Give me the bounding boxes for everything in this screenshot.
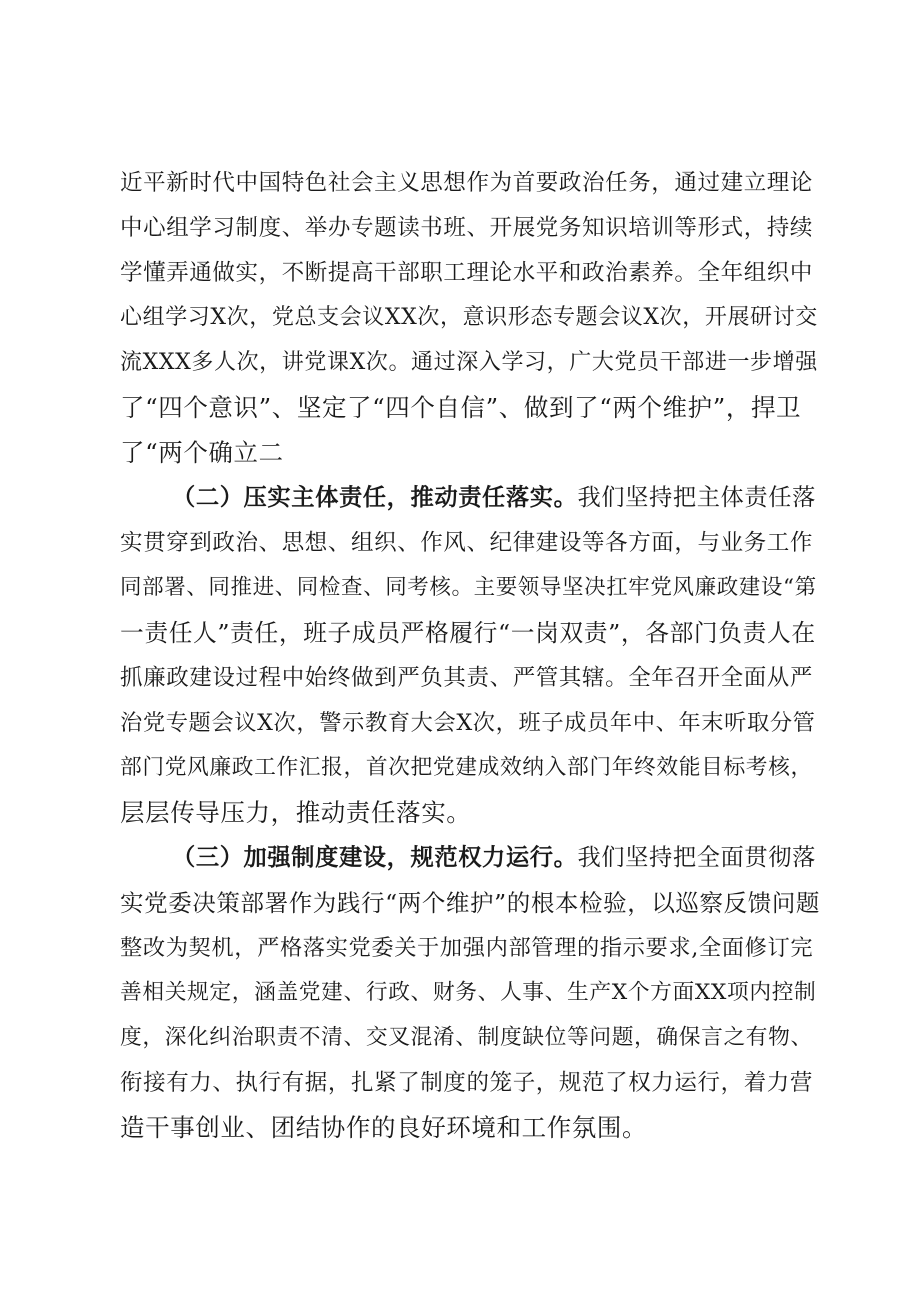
paragraph1-line: 学懂弄通做实，不断提高干部职工理论水平和政治素养。全年组织中 xyxy=(120,260,814,286)
paragraph2-line: 实贯穿到政治、思想、组织、作风、纪律建设等各方面，与业务工作 xyxy=(120,530,814,556)
paragraph1-line: 了“四个意识”、坚定了“四个自信”、做到了“两个维护”，捍卫 xyxy=(120,393,802,422)
paragraph1-line: 了“两个确立二 xyxy=(120,438,284,467)
paragraph2-line: 同部署、同推进、同检查、同考核。主要领导坚决扛牢党风廉政建设“第 xyxy=(120,575,817,600)
paragraph3-line: 度，深化纠治职责不清、交叉混淆、制度缺位等问题，确保言之有物、 xyxy=(120,1025,813,1050)
paragraph2-heading: （二）压实主体责任，推动责任落实。 xyxy=(172,484,578,511)
paragraph1-line: 近平新时代中国特色社会主义思想作为首要政治任务，通过建立理论 xyxy=(120,170,814,196)
paragraph2-line: 一责任人”责任，班子成员严格履行“一岗双责”，各部门负责人在 xyxy=(120,619,816,647)
paragraph3-line: 造干事创业、团结协作的良好环境和工作氛围。 xyxy=(120,1113,648,1142)
paragraph3-line: 善相关规定，涵盖党建、行政、财务、人事、生产X个方面XX项内控制 xyxy=(120,980,817,1005)
paragraph2-line: 部门党风廉政工作汇报，首次把党建成效纳入部门年终效能目标考核， xyxy=(120,755,813,780)
paragraph3-first-line-text: 我们坚持把全面贯彻落 xyxy=(577,844,816,871)
paragraph2-line: 层层传导压力，推动责任落实。 xyxy=(120,798,472,827)
paragraph3-line: 整改为契机，严格落实党委关于加强内部管理的指示要求,全面修订完 xyxy=(120,935,814,961)
paragraph3-first-line xyxy=(172,840,816,876)
paragraph1-line: 中心组学习制度、举办专题读书班、开展党务知识培训等形式，持续 xyxy=(120,215,814,241)
paragraph2-line: 治党专题会议X次，警示教育大会X次，班子成员年中、年末听取分管 xyxy=(120,710,816,736)
paragraph3-line: 衔接有力、执行有据，扎紧了制度的笼子，规范了权力运行，着力营 xyxy=(120,1070,814,1096)
paragraph1-line: 流XXX多人次，讲党课X次。通过深入学习，广大党员干部进一步增强 xyxy=(120,350,818,375)
paragraph1-line: 心组学习X次，党总支会议XX次，意识形态专题会议X次，开展研讨交 xyxy=(120,305,818,330)
paragraph3-line: 实党委决策部署作为践行“两个维护”的根本检验，以巡察反馈问题 xyxy=(120,889,821,917)
paragraph2-first-line-text: 我们坚持把主体责任落 xyxy=(577,484,816,511)
paragraph2-line: 抓廉政建设过程中始终做到严负其责、严管其辖。全年召开全面从严 xyxy=(120,665,814,691)
paragraph3-heading: （三）加强制度建设，规范权力运行。 xyxy=(172,844,578,871)
paragraph2-first-line xyxy=(172,480,816,516)
